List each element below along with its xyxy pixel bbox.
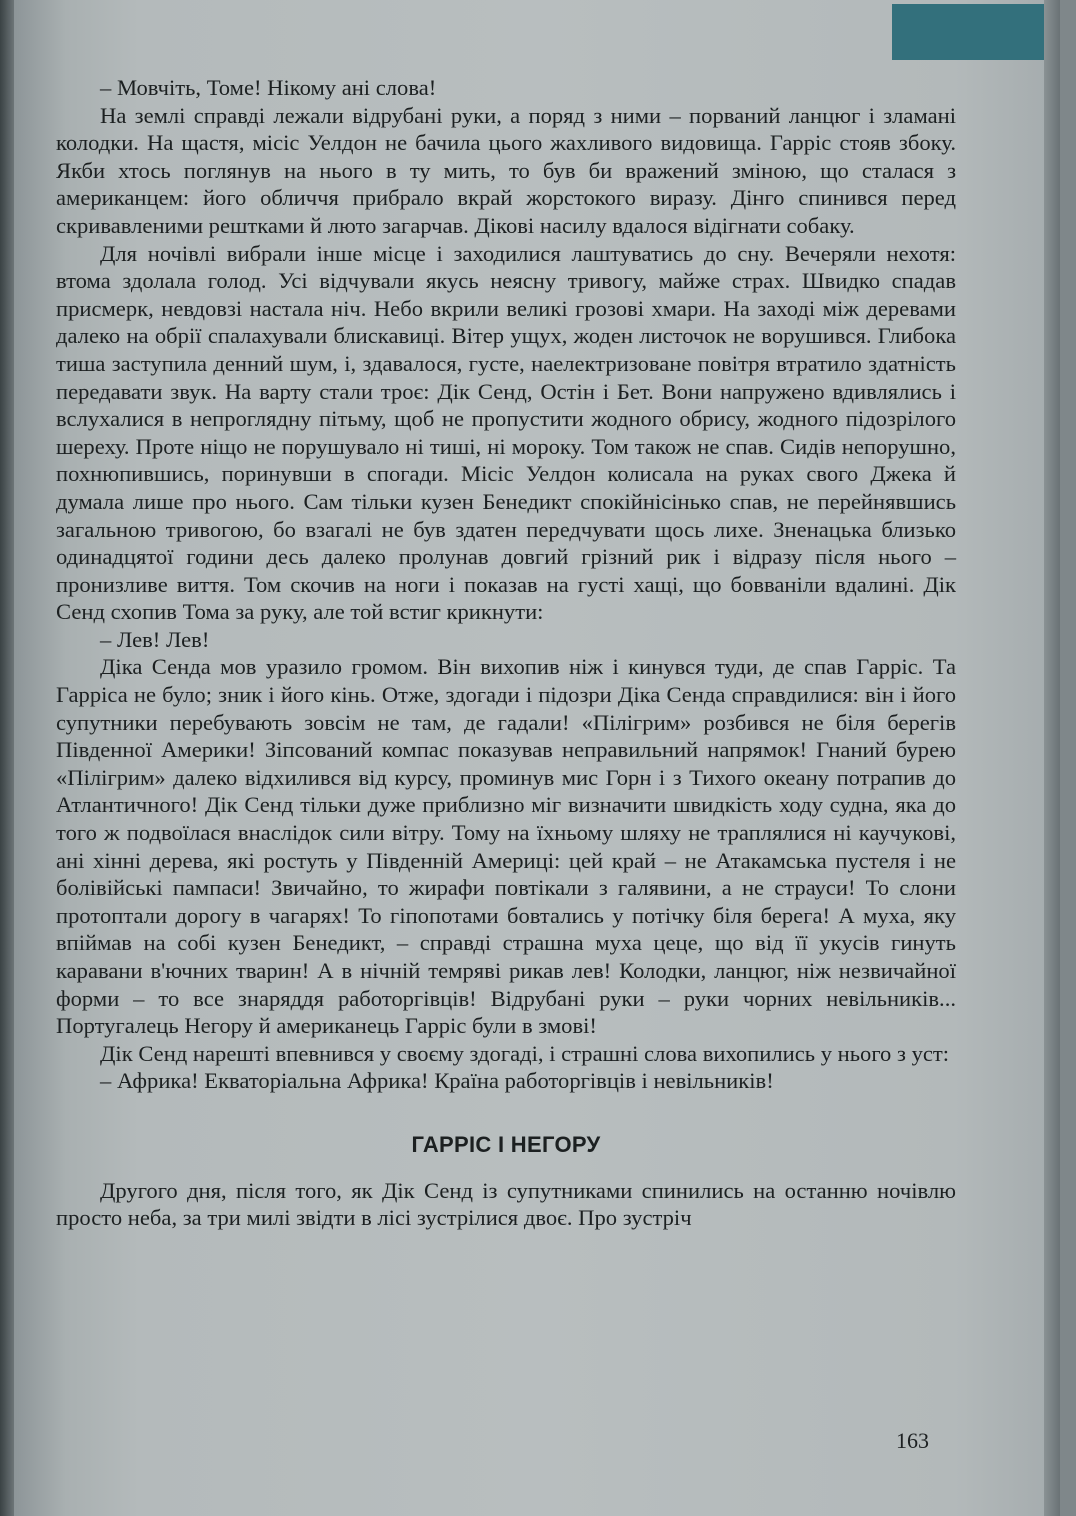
chapter-corner-tab bbox=[892, 4, 1060, 60]
paragraph: – Лев! Лев! bbox=[100, 626, 210, 652]
paragraph: – Мовчіть, Томе! Нікому ані слова! bbox=[100, 75, 437, 100]
page-right-edge bbox=[1044, 0, 1060, 1516]
page-body-text bbox=[56, 74, 956, 1232]
paragraph: Другого дня, після того, як Дік Сенд із супутниками спинились на останню ночівлю просто неба, за три милі звідти в лісі зустрілися двоє. Про зустріч bbox=[56, 1177, 956, 1231]
paragraph: Дік Сенд нарешті впевнився у своєму здогаді, і страшні слова вихопились у нього з уст: bbox=[100, 1040, 950, 1066]
book-page bbox=[14, 0, 1060, 1516]
paragraph: На землі справді лежали відрубані руки, а поряд з ними – порваний ланцюг і зламані колодки. На щастя, місіс Уелдон не бачила цього жахливого видовища. Гарріс стояв збоку. Якби хтось поглянув на нього в ту мить, то був би вражений зміною, що сталася з американцем: його обличчя прибрало вкрай жорстокого виразу. Дінго спинився перед скривавленими рештками й люто загарчав. Дікові насилу вдалося відігнати собаку. bbox=[56, 102, 956, 238]
paragraph: Діка Сенда мов уразило громом. Він вихопив ніж і кинувся туди, де спав Гарріс. Та Гарріса не було; зник і його кінь. Отже, здогади і підозри Діка Сенда справдилися: він і його супутники перебувають зовсім не там, де гадали! «Пілігрим» розбився не біля берегів Південної Америки! Зіпсований компас показував неправильний напрямок! Гнаний бурею «Пілігрим» далеко відхилився від курсу, проминув мис Горн і з Тихого океану потрапив до Атлантичного! Дік Сенд тільки дуже приблизно міг визначити швидкість ходу судна, яка до того ж подвоїлася внаслідок сили вітру. Тому на їхньому шляху не траплялися ні каучукові, ані хінні дерева, які ростуть у Південній Америці: цей край – не Атакамська пустеля і не болівійські пампаси! Звичайно, то жирафи повтікали з галявини, а не страуси! То слони протоптали дорогу в чагарях! То гіпопотами бовтались у потічку біля берега! А муха, яку впіймав на собі кузен Бенедикт, – справді страшна муха цеце, що від її укусів гинуть каравани в'ючних тварин! А в нічній темряві рикав лев! Колодки, ланцюг, ніж незвичайної форми – то все знаряддя работоргівців! Відрубані руки – руки чорних невільників... Португалець Негору й американець Гарріс були в змові! bbox=[56, 654, 956, 1039]
book-spine bbox=[0, 0, 14, 1516]
page-number: 163 bbox=[896, 1428, 929, 1453]
paragraph: – Африка! Екваторіальна Африка! Країна работоргівців і невільників! bbox=[100, 1068, 774, 1094]
section-heading: ГАРРІС І НЕГОРУ bbox=[411, 1131, 601, 1157]
paragraph: Для ночівлі вибрали інше місце і заходилися лаштуватись до сну. Вечеряли нехотя: втома здолала голод. Усі відчували якусь неясну тривогу, майже страх. Швидко спадав присмерк, невдовзі настала ніч. Небо вкрили великі грозові хмари. На заході між деревами далеко на обрії спалахували блискавиці. Вітер ущух, жоден листочок не ворушився. Глибока тиша заступила денний шум, і, здавалося, густе, наелектризоване повітря втратило здатність передавати звук. На варту стали троє: Дік Сенд, Остін і Бет. Вони напружено вдивлялись і вслухалися в непроглядну пітьму, щоб не пропустити жодного обрису, жодного підозрілого шереху. Проте ніщо не порушувало ні тиші, ні мороку. Том також не спав. Сидів непорушно, похнюпившись, поринувши в спогади. Місіс Уелдон колисала на руках свого Джека й думала лише про нього. Сам тільки кузен Бенедикт спокійнісінько спав, не перейнявшись загальною тривогою, бо взагалі не був здатен передчувати щось лихе. Зненацька близько одинадцятої години десь далеко пролунав довгий грізний рик і відразу після нього – пронизливе виття. Том скочив на ноги і показав на густі хащі, що бовваніли вдалині. Дік Сенд схопив Тома за руку, але той встиг крикнути: bbox=[56, 240, 956, 625]
